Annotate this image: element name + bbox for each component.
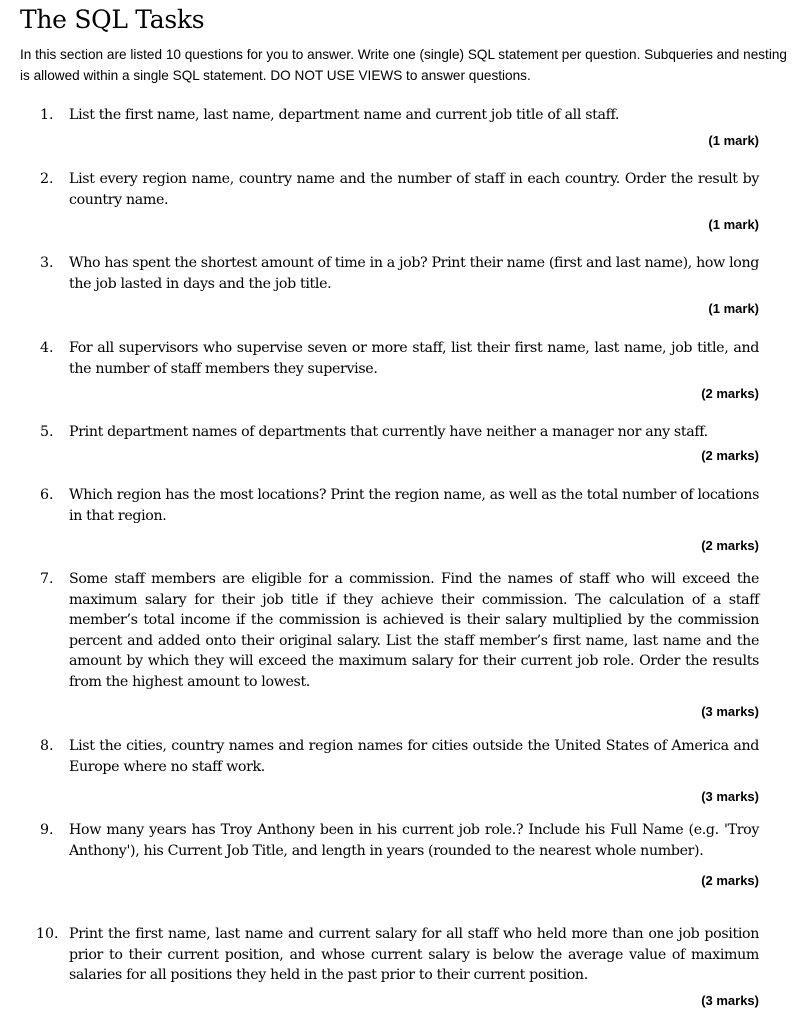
question-text: Some staff members are eligible for a commission. Find the names of staff who will exceed the maximum salary for their job title if they achieve their commission. The calculation of a staff member’s total income if the commission is achieved is their salary multiplied by the commission percent and added onto their original salary. List the staff member’s first name, last name and the amount by which they will exceed the maximum salary for their current job role. Order the results from the highest amount to lowest.	[69, 571, 759, 690]
question-text: Print the first name, last name and current salary for all staff who held more than one job position prior to their current position, and whose current salary is below the average value of maximum salaries for all positions they held in the past prior to their current position.	[69, 926, 759, 983]
question-text: Which region has the most locations? Print the region name, as well as the total number of locations in that region.	[69, 487, 759, 524]
question-item	[40, 422, 759, 465]
question-number: 3.	[40, 255, 54, 271]
question-text: For all supervisors who supervise seven or more staff, list their first name, last name, job title, and the number of staff members they supervise.	[69, 340, 759, 377]
question-text: List the cities, country names and region names for cities outside the United States of America and Europe where no staff work.	[69, 738, 759, 775]
question-number: 2.	[40, 171, 54, 187]
question-mark: (2 marks)	[701, 386, 759, 401]
question-text: List every region name, country name and the number of staff in each country. Order the result by country name.	[69, 171, 759, 208]
question-item	[40, 736, 759, 806]
intro-paragraph: In this section are listed 10 questions for you to answer. Write one (single) SQL statement per question. Subqueries and nesting is allowed within a single SQL statement. DO NOT USE VIEWS to answer questions.	[20, 47, 787, 83]
question-item	[40, 569, 759, 721]
question-mark: (2 marks)	[701, 538, 759, 553]
question-number: 6.	[40, 487, 54, 503]
question-text: Who has spent the shortest amount of time in a job? Print their name (first and last name), how long the job lasted in days and the job title.	[69, 255, 759, 292]
question-item	[40, 105, 759, 150]
question-number: 10.	[36, 926, 59, 942]
question-number: 7.	[40, 571, 54, 587]
question-mark: (1 mark)	[708, 301, 759, 316]
question-item	[40, 820, 759, 890]
question-number: 4.	[40, 340, 54, 356]
question-item	[40, 253, 759, 318]
question-number: 1.	[40, 107, 54, 123]
question-mark: (2 marks)	[701, 447, 759, 463]
question-text: Print department names of departments that currently have neither a manager nor any staff.	[69, 424, 708, 440]
document-title: The SQL Tasks	[20, 5, 205, 34]
question-mark: (1 mark)	[708, 217, 759, 232]
question-item	[40, 169, 759, 234]
question-mark: (3 marks)	[701, 704, 759, 719]
question-mark: (2 marks)	[701, 873, 759, 888]
question-text: List the first name, last name, department name and current job title of all staff.	[69, 107, 620, 123]
question-mark: (3 marks)	[701, 992, 759, 1008]
question-item	[40, 338, 759, 403]
question-number: 9.	[40, 822, 54, 838]
question-number: 5.	[40, 424, 54, 440]
question-mark: (3 marks)	[701, 789, 759, 804]
question-item	[40, 485, 759, 555]
question-mark: (1 mark)	[708, 132, 759, 148]
question-number: 8.	[40, 738, 54, 754]
question-item	[36, 924, 759, 1010]
question-text: How many years has Troy Anthony been in his current job role.? Include his Full Name (e.g. 'Troy Anthony'), his Current Job Title, and length in years (rounded to the nearest whole number).	[69, 822, 759, 859]
